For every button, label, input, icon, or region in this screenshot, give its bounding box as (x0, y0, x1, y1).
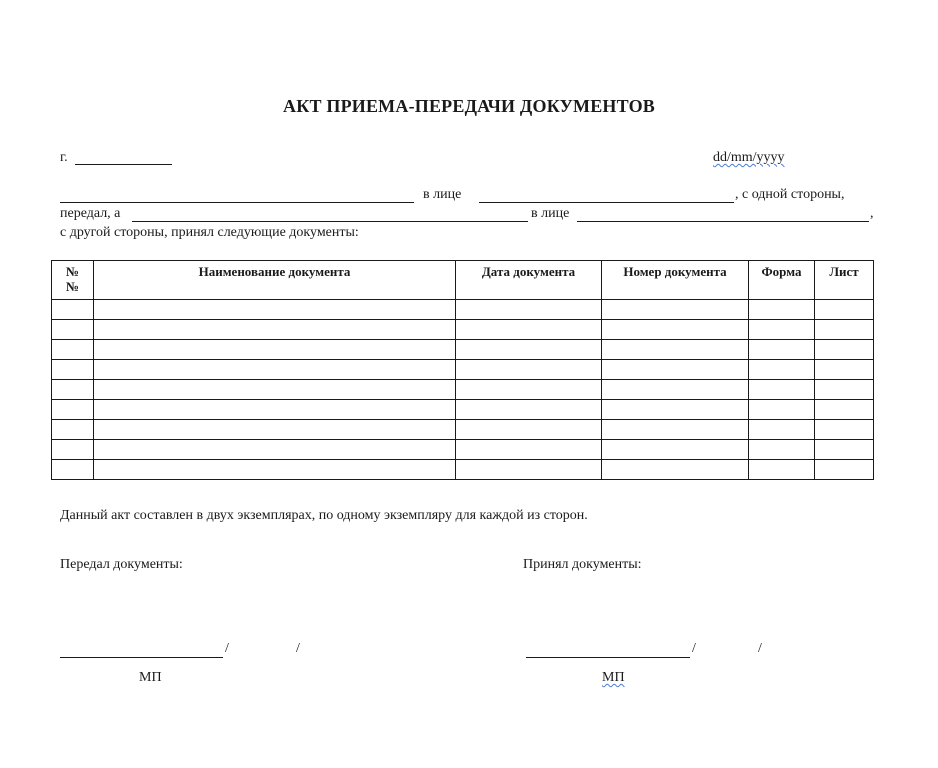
column-header-sheet: Лист (815, 261, 874, 300)
city-prefix: г. (60, 150, 68, 165)
table-cell[interactable] (456, 440, 602, 460)
table-cell[interactable] (749, 440, 815, 460)
table-row (52, 440, 874, 460)
table-cell[interactable] (815, 400, 874, 420)
table-cell[interactable] (815, 360, 874, 380)
transferred-signature-line[interactable] (60, 657, 223, 658)
table-cell[interactable] (94, 320, 456, 340)
table-cell[interactable] (602, 380, 749, 400)
table-cell[interactable] (749, 380, 815, 400)
table-cell[interactable] (52, 460, 94, 480)
table-cell[interactable] (602, 360, 749, 380)
document-title: АКТ ПРИЕМА-ПЕРЕДАЧИ ДОКУМЕНТОВ (283, 96, 655, 116)
table-cell[interactable] (456, 340, 602, 360)
slash-1: / (225, 641, 229, 656)
stamp-label-right: МП (602, 670, 625, 685)
other-side-text: с другой стороны, принял следующие документы: (60, 225, 359, 240)
table-cell[interactable] (456, 380, 602, 400)
table-cell[interactable] (94, 440, 456, 460)
table-cell[interactable] (815, 440, 874, 460)
table-cell[interactable] (749, 420, 815, 440)
party2-name-line[interactable] (132, 221, 528, 222)
table-cell[interactable] (456, 360, 602, 380)
column-header-document-number: Номер документа (602, 261, 749, 300)
table-cell[interactable] (602, 320, 749, 340)
table-cell[interactable] (52, 380, 94, 400)
table-row (52, 380, 874, 400)
table-cell[interactable] (602, 340, 749, 360)
column-header-document-date: Дата документа (456, 261, 602, 300)
table-row (52, 340, 874, 360)
table-cell[interactable] (52, 340, 94, 360)
table-cell[interactable] (94, 420, 456, 440)
table-cell[interactable] (52, 400, 94, 420)
table-cell[interactable] (815, 320, 874, 340)
table-cell[interactable] (456, 320, 602, 340)
table-cell[interactable] (749, 460, 815, 480)
table-cell[interactable] (94, 400, 456, 420)
table-cell[interactable] (52, 320, 94, 340)
table-row (52, 360, 874, 380)
table-cell[interactable] (602, 460, 749, 480)
table-row (52, 400, 874, 420)
table-cell[interactable] (94, 460, 456, 480)
table-cell[interactable] (52, 440, 94, 460)
column-header-number: № № (52, 261, 94, 300)
table-cell[interactable] (602, 420, 749, 440)
documents-table (51, 260, 874, 480)
table-cell[interactable] (456, 420, 602, 440)
table-cell[interactable] (815, 380, 874, 400)
date-placeholder: dd/mm/yyyy (713, 150, 785, 165)
table-cell[interactable] (749, 300, 815, 320)
in-person-label-2: в лице (531, 206, 570, 221)
in-person-label-1: в лице (423, 187, 462, 202)
column-header-form: Форма (749, 261, 815, 300)
party2-representative-line[interactable] (577, 221, 869, 222)
table-cell[interactable] (602, 440, 749, 460)
comma-mark: , (870, 206, 874, 221)
column-header-document-name: Наименование документа (94, 261, 456, 300)
table-row (52, 420, 874, 440)
table-cell[interactable] (602, 300, 749, 320)
received-signature-line[interactable] (526, 657, 690, 658)
table-cell[interactable] (94, 340, 456, 360)
table-cell[interactable] (749, 360, 815, 380)
slash-4: / (758, 641, 762, 656)
table-header-row (52, 261, 874, 300)
table-cell[interactable] (456, 460, 602, 480)
table-cell[interactable] (815, 420, 874, 440)
table-cell[interactable] (52, 420, 94, 440)
table-cell[interactable] (94, 380, 456, 400)
table-cell[interactable] (52, 300, 94, 320)
table-cell[interactable] (52, 360, 94, 380)
table-cell[interactable] (94, 360, 456, 380)
table-cell[interactable] (456, 400, 602, 420)
received-label: Принял документы: (523, 557, 642, 572)
city-field-line[interactable] (75, 164, 172, 165)
one-side-label: , с одной стороны, (735, 187, 845, 202)
table-row (52, 300, 874, 320)
table-cell[interactable] (815, 300, 874, 320)
table-row (52, 320, 874, 340)
slash-2: / (296, 641, 300, 656)
party1-name-line[interactable] (60, 202, 414, 203)
table-cell[interactable] (94, 300, 456, 320)
table-cell[interactable] (749, 400, 815, 420)
table-cell[interactable] (815, 460, 874, 480)
table-cell[interactable] (749, 340, 815, 360)
transferred-prefix: передал, а (60, 206, 121, 221)
table-row (52, 460, 874, 480)
table-cell[interactable] (456, 300, 602, 320)
table-cell[interactable] (749, 320, 815, 340)
transferred-label: Передал документы: (60, 557, 183, 572)
slash-3: / (692, 641, 696, 656)
table-cell[interactable] (602, 400, 749, 420)
party1-representative-line[interactable] (479, 202, 734, 203)
table-cell[interactable] (815, 340, 874, 360)
copies-note: Данный акт составлен в двух экземплярах, по одному экземпляру для каждой из сторон. (60, 508, 588, 523)
stamp-label-left: МП (139, 670, 162, 685)
